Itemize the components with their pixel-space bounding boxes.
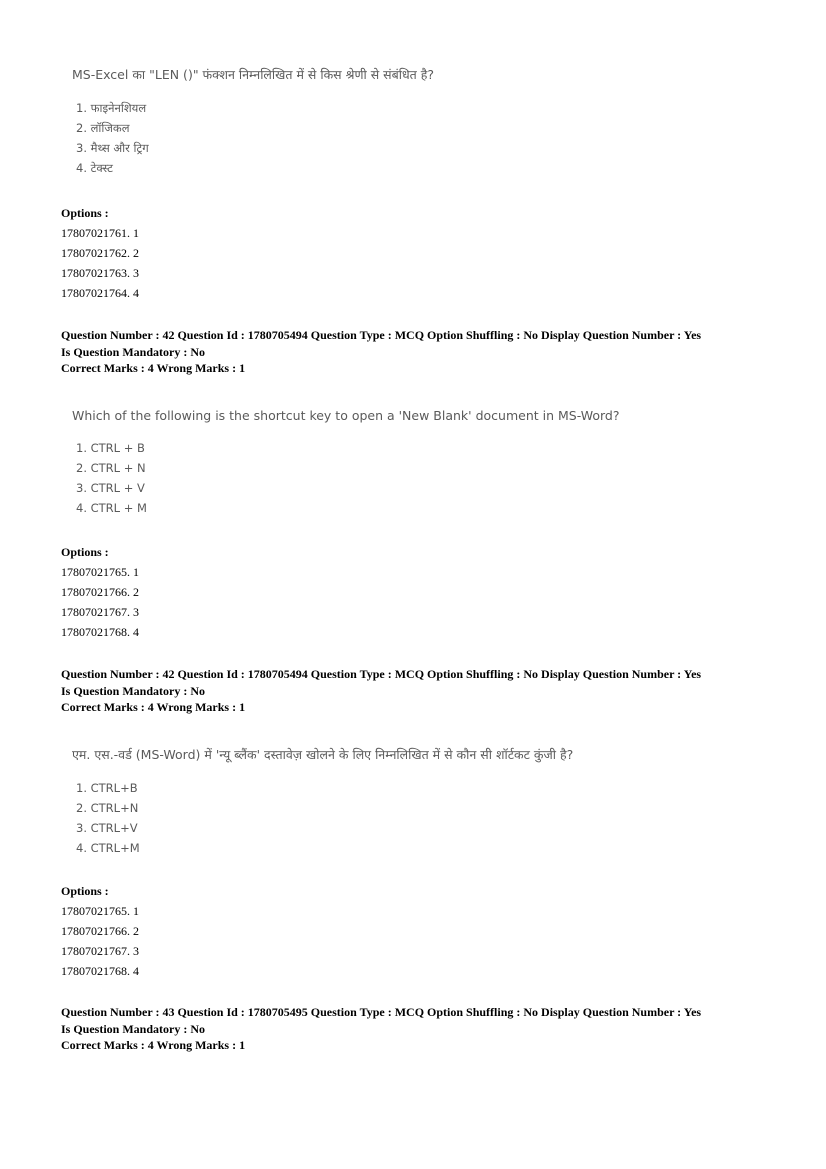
question-meta — [61, 1004, 775, 1054]
option-id-row: 17807021765. 1 — [61, 904, 139, 918]
choice-2: 2. CTRL+N — [76, 801, 139, 815]
option-id-row: 17807021764. 4 — [61, 286, 139, 300]
choice-2: 2. CTRL + N — [76, 461, 146, 475]
mandatory-line: Is Question Mandatory : No — [61, 1021, 206, 1036]
choice-3: 3. CTRL+V — [76, 821, 138, 835]
choice-1: 1. CTRL+B — [76, 781, 138, 795]
option-id-row: 17807021765. 1 — [61, 565, 139, 579]
options-label: Options : — [61, 206, 109, 220]
question-meta-line: Question Number : 42 Question Id : 1780705494 Question Type : MCQ Option Shuffling : No Display Question Number : Yes — [61, 328, 702, 342]
mandatory-line: Is Question Mandatory : No — [61, 683, 206, 698]
choice-4: 4. CTRL+M — [76, 841, 140, 855]
choice-3: 3. CTRL + V — [76, 481, 145, 495]
choice-4: 4. CTRL + M — [76, 501, 147, 515]
marks-line: Correct Marks : 4 Wrong Marks : 1 — [61, 700, 246, 714]
mandatory-line: Is Question Mandatory : No — [61, 344, 206, 359]
options-label: Options : — [61, 545, 109, 559]
question-text: MS-Excel का "LEN ()" फंक्शन निम्नलिखित में से किस श्रेणी से संबंधित है? — [72, 67, 435, 82]
question-image-ms-word-en — [72, 408, 619, 518]
question-meta — [61, 327, 775, 377]
option-id-row: 17807021763. 3 — [61, 266, 139, 280]
choice-4: 4. टेक्स्ट — [76, 161, 113, 175]
choice-3: 3. मैथ्स और ट्रिग — [76, 141, 149, 155]
marks-line: Correct Marks : 4 Wrong Marks : 1 — [61, 1038, 246, 1052]
option-id-row: 17807021768. 4 — [61, 964, 139, 978]
choice-1: 1. CTRL + B — [76, 441, 145, 455]
option-id-row: 17807021768. 4 — [61, 625, 139, 639]
choice-2: 2. लॉजिकल — [76, 121, 130, 135]
options-block — [61, 203, 139, 303]
marks-line: Correct Marks : 4 Wrong Marks : 1 — [61, 361, 246, 375]
options-label: Options : — [61, 884, 109, 898]
option-id-row: 17807021767. 3 — [61, 944, 139, 958]
question-image-excel-len — [72, 66, 434, 178]
question-choices — [72, 98, 434, 178]
option-id-row: 17807021766. 2 — [61, 585, 139, 599]
question-meta-line: Question Number : 42 Question Id : 1780705494 Question Type : MCQ Option Shuffling : No Display Question Number : Yes — [61, 667, 702, 681]
question-text: Which of the following is the shortcut key to open a 'New Blank' document in MS-Word? — [72, 408, 620, 423]
question-meta-line: Question Number : 43 Question Id : 1780705495 Question Type : MCQ Option Shuffling : No Display Question Number : Yes — [61, 1005, 702, 1019]
options-block — [61, 542, 139, 642]
option-id-row: 17807021766. 2 — [61, 924, 139, 938]
choice-1: 1. फाइनेनशियल — [76, 101, 147, 115]
question-meta — [61, 666, 775, 716]
option-id-row: 17807021767. 3 — [61, 605, 139, 619]
options-block — [61, 881, 139, 981]
question-choices — [72, 438, 619, 518]
option-id-row: 17807021762. 2 — [61, 246, 139, 260]
question-image-ms-word-hi — [72, 746, 573, 858]
question-text: एम. एस.-वर्ड (MS-Word) में 'न्यू ब्लैंक' दस्तावेज़ खोलने के लिए निम्नलिखित में से कौन सी शॉर्टकट कुंजी है? — [72, 747, 574, 762]
option-id-row: 17807021761. 1 — [61, 226, 139, 240]
question-choices — [72, 778, 573, 858]
